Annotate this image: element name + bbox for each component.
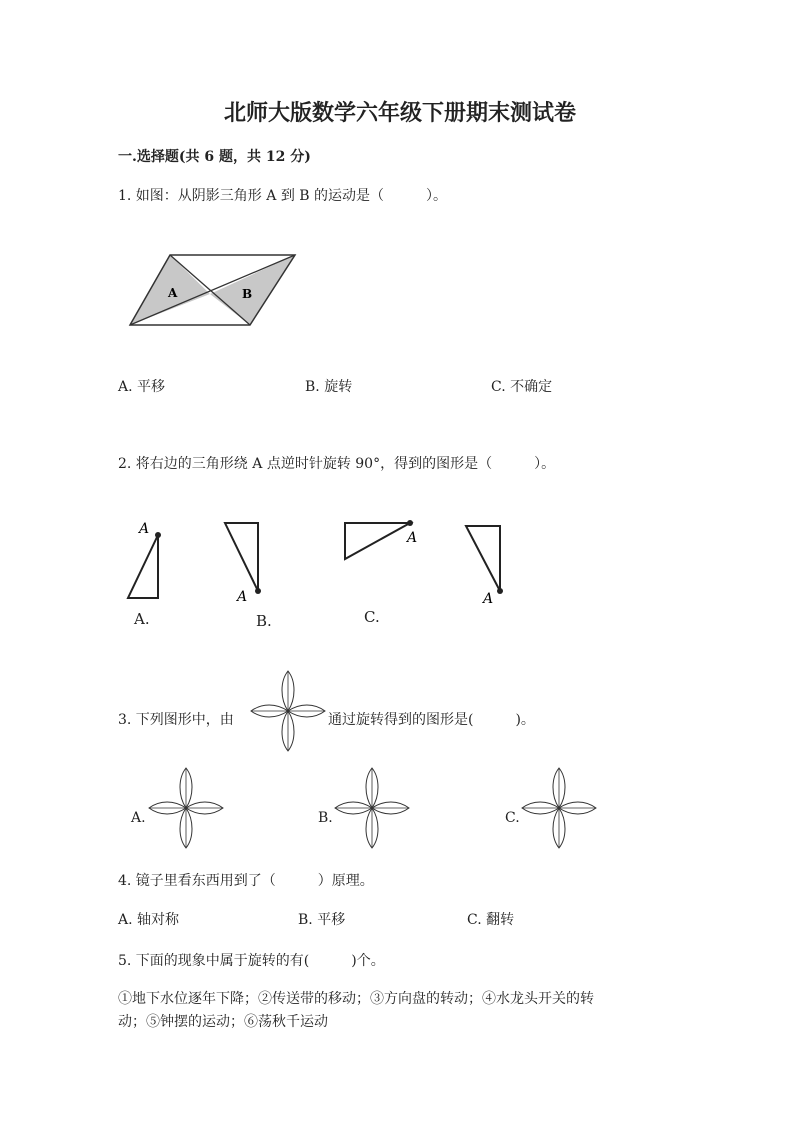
q3-option-b-flower-figure xyxy=(334,767,410,849)
label-b: B xyxy=(242,287,253,301)
q1-option-b[interactable]: B. 旋转 xyxy=(305,379,353,395)
q2-reference-point-label: A xyxy=(483,591,494,607)
q2c-point-label: A xyxy=(407,530,418,546)
q2-option-b-figure xyxy=(215,515,270,605)
question-1-parallelogram-figure xyxy=(125,250,305,330)
q2a-point-label: A xyxy=(139,521,150,537)
q3-option-c[interactable]: C. xyxy=(505,810,520,826)
q3-reference-flower-figure xyxy=(250,670,326,752)
section-heading: 一.选择题(共 6 题，共 12 分) xyxy=(118,149,311,165)
page-title: 北师大版数学六年级下册期末测试卷 xyxy=(223,100,576,126)
question-3-text-after: 通过旋转得到的图形是( )。 xyxy=(328,712,535,728)
q2-reference-triangle-figure xyxy=(460,515,515,610)
question-5-line-2: 动；⑤钟摆的运动；⑥荡秋千运动 xyxy=(118,1014,328,1030)
q4-option-b[interactable]: B. 平移 xyxy=(298,912,346,928)
label-a: A xyxy=(168,286,178,300)
q3-option-b[interactable]: B. xyxy=(318,810,333,826)
q2-option-c-figure xyxy=(340,515,430,575)
q2-option-a[interactable]: A. xyxy=(134,610,150,628)
q3-option-a[interactable]: A. xyxy=(131,810,146,826)
question-4-text: 4. 镜子里看东西用到了（ ）原理。 xyxy=(118,873,374,889)
q4-option-a[interactable]: A. 轴对称 xyxy=(118,912,180,928)
shaded-triangle-b xyxy=(210,255,295,325)
q2b-point-label: A xyxy=(237,589,248,605)
q1-option-c[interactable]: C. 不确定 xyxy=(491,379,553,395)
q3-option-a-flower-figure xyxy=(148,767,224,849)
q2-option-b[interactable]: B. xyxy=(256,612,272,630)
question-5-line-1: ①地下水位逐年下降；②传送带的移动；③方向盘的转动；④水龙头开关的转 xyxy=(118,991,594,1007)
question-3-text-before: 3. 下列图形中，由 xyxy=(118,712,234,728)
question-1-text: 1. 如图：从阴影三角形 A 到 B 的运动是（ ）。 xyxy=(118,188,448,204)
q2-option-a-figure xyxy=(125,515,175,605)
q1-option-a[interactable]: A. 平移 xyxy=(118,379,166,395)
q2-option-c[interactable]: C. xyxy=(364,608,380,626)
q4-option-c[interactable]: C. 翻转 xyxy=(467,912,515,928)
question-5-text: 5. 下面的现象中属于旋转的有( )个。 xyxy=(118,953,385,969)
q3-option-c-flower-figure xyxy=(521,767,597,849)
question-2-text: 2. 将右边的三角形绕 A 点逆时针旋转 90°，得到的图形是（ ）。 xyxy=(118,456,556,472)
